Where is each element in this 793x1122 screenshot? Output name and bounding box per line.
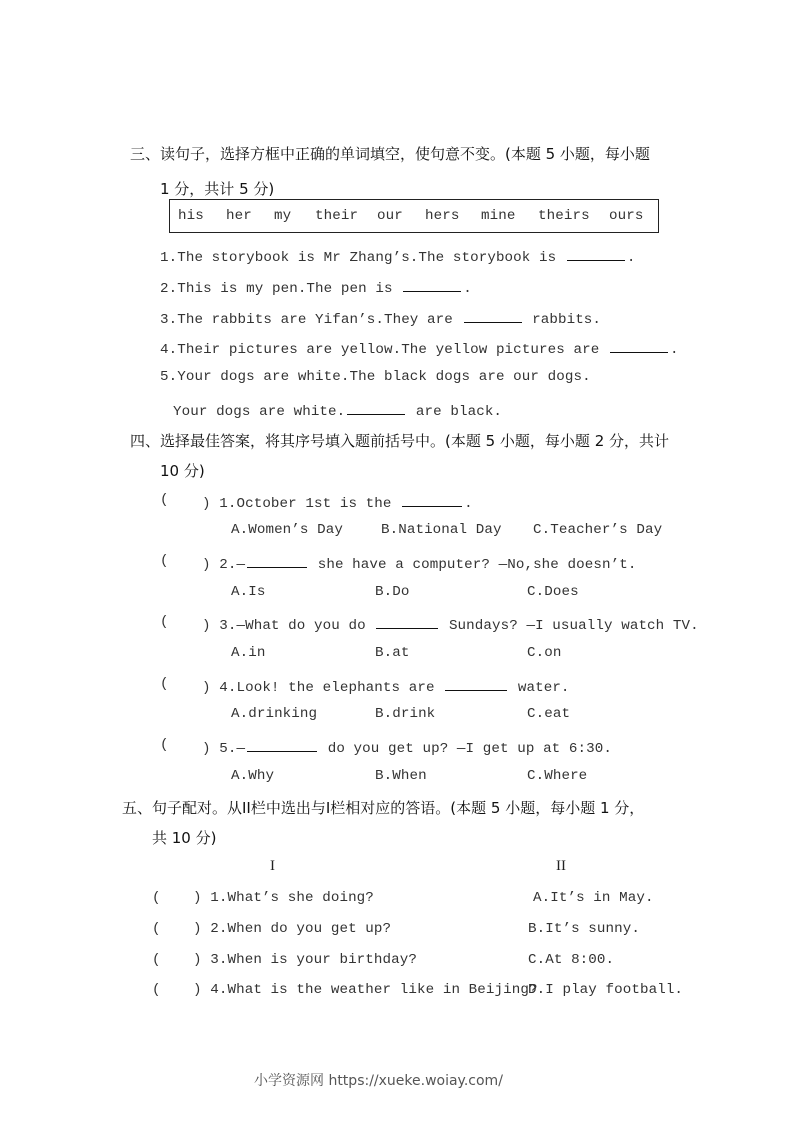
paren-open: ( xyxy=(152,921,161,937)
fill-item xyxy=(160,308,601,328)
match-answer: D.I play football. xyxy=(528,982,684,998)
answer-blank[interactable] xyxy=(464,308,522,323)
question-text: 4.Look! the elephants are xyxy=(219,680,435,696)
option-c: C.eat xyxy=(527,706,571,722)
answer-slot[interactable] xyxy=(172,612,198,632)
paren-open: ( xyxy=(160,492,169,508)
paren-close: ) xyxy=(202,618,211,634)
section5-heading: 五、句子配对。从II栏中选出与I栏相对应的答语。(本题 5 小题，每小题 1 分， xyxy=(122,799,645,817)
question-text-end: . xyxy=(464,496,473,512)
column-i-label: I xyxy=(270,858,275,874)
paren-close: ) xyxy=(193,952,202,968)
word-bank-item: his xyxy=(178,208,204,224)
option-b: B.When xyxy=(375,768,427,784)
question-text: 2.When do you get up? xyxy=(210,921,392,937)
option-b: B.at xyxy=(375,645,410,661)
paren-open: ( xyxy=(160,614,169,630)
item-text: 2.This is my pen.The pen is xyxy=(160,281,393,297)
paren-close: ) xyxy=(193,921,202,937)
fill-item xyxy=(160,369,591,385)
item-text-end: rabbits. xyxy=(532,312,602,328)
fill-item xyxy=(160,277,472,297)
item-text: 5.Your dogs are white.The black dogs are our dogs. xyxy=(160,369,591,385)
question-text: 5.— xyxy=(219,741,246,757)
item-text-end: . xyxy=(626,250,636,266)
answer-slot[interactable] xyxy=(172,674,198,694)
section3-heading: 三、读句子，选择方框中正确的单词填空，使句意不变。(本题 5 小题，每小题 xyxy=(130,145,650,163)
answer-blank[interactable] xyxy=(347,400,405,415)
word-bank-item: ours xyxy=(609,208,644,224)
item-text: 3.The rabbits are Yifan’s.They are xyxy=(160,312,453,328)
paren-close: ) xyxy=(193,890,202,906)
question-text: 1.October 1st is the xyxy=(219,496,392,512)
match-question xyxy=(193,921,391,937)
item-text: 4.Their pictures are yellow.The yellow pictures are xyxy=(160,342,600,358)
mc-question xyxy=(202,553,636,573)
answer-blank[interactable] xyxy=(610,338,668,353)
option-a: A.Is xyxy=(231,584,266,600)
option-a: A.Women’s Day xyxy=(231,522,343,538)
word-bank-item: her xyxy=(226,208,252,224)
answer-blank[interactable] xyxy=(445,676,507,691)
option-a: A.Why xyxy=(231,768,275,784)
option-c: C.on xyxy=(527,645,562,661)
paren-close: ) xyxy=(202,741,211,757)
section4-heading: 四、选择最佳答案，将其序号填入题前括号中。(本题 5 小题，每小题 2 分，共计 xyxy=(130,432,670,450)
word-bank-box xyxy=(169,199,659,233)
question-text-end: she have a computer? —No,she doesn’t. xyxy=(317,557,637,573)
question-text-end: water. xyxy=(517,680,570,696)
paren-open: ( xyxy=(160,553,169,569)
option-b: B.Do xyxy=(375,584,410,600)
answer-slot[interactable] xyxy=(172,735,198,755)
fill-item xyxy=(160,246,636,266)
mc-question xyxy=(202,614,699,634)
paren-open: ( xyxy=(152,890,161,906)
word-bank-item: theirs xyxy=(538,208,590,224)
option-b: B.National Day xyxy=(381,522,502,538)
word-bank-item: their xyxy=(315,208,359,224)
match-question xyxy=(193,890,374,906)
option-c: C.Does xyxy=(527,584,579,600)
question-text-end: Sundays? —I usually watch TV. xyxy=(448,618,699,634)
item-text: 1.The storybook is Mr Zhang’s.The storybook is xyxy=(160,250,557,266)
question-text-end: do you get up? —I get up at 6:30. xyxy=(327,741,612,757)
question-text: 3.—What do you do xyxy=(219,618,366,634)
mc-question xyxy=(202,492,473,512)
paren-open: ( xyxy=(152,982,161,998)
word-bank-item: my xyxy=(274,208,292,224)
fill-item xyxy=(160,338,679,358)
word-bank-item: mine xyxy=(481,208,516,224)
answer-slot[interactable] xyxy=(172,490,198,510)
answer-blank[interactable] xyxy=(403,277,461,292)
paren-open: ( xyxy=(160,676,169,692)
answer-slot[interactable] xyxy=(164,980,188,1000)
match-answer: B.It’s sunny. xyxy=(528,921,640,937)
mc-question xyxy=(202,676,570,696)
item-text-end: are black. xyxy=(415,404,503,420)
section4-heading-cont: 10 分) xyxy=(160,462,205,480)
option-a: A.in xyxy=(231,645,266,661)
footer-watermark: 小学资源网 https://xueke.woiay.com/ xyxy=(254,1073,503,1089)
paren-close: ) xyxy=(202,496,211,512)
paren-close: ) xyxy=(202,557,211,573)
answer-slot[interactable] xyxy=(164,888,188,908)
column-ii-label: II xyxy=(556,858,566,874)
answer-blank[interactable] xyxy=(567,246,625,261)
answer-blank[interactable] xyxy=(247,737,317,752)
answer-blank[interactable] xyxy=(247,553,307,568)
answer-slot[interactable] xyxy=(164,919,188,939)
section5-heading-cont: 共 10 分) xyxy=(152,829,217,847)
match-question xyxy=(193,982,538,998)
paren-close: ) xyxy=(193,982,202,998)
question-text: 1.What’s she doing? xyxy=(210,890,374,906)
paren-open: ( xyxy=(160,737,169,753)
answer-blank[interactable] xyxy=(376,614,438,629)
paren-open: ( xyxy=(152,952,161,968)
option-c: C.Teacher’s Day xyxy=(533,522,663,538)
option-a: A.drinking xyxy=(231,706,318,722)
question-text: 2.— xyxy=(219,557,246,573)
option-b: B.drink xyxy=(375,706,436,722)
question-text: 4.What is the weather like in Beijing? xyxy=(210,982,538,998)
match-answer: A.It’s in May. xyxy=(533,890,654,906)
section3-heading-cont: 1 分，共计 5 分) xyxy=(160,180,275,198)
paren-close: ) xyxy=(202,680,211,696)
match-question xyxy=(193,952,417,968)
answer-slot[interactable] xyxy=(164,950,188,970)
item-text: Your dogs are white. xyxy=(173,404,346,420)
mc-question xyxy=(202,737,612,757)
word-bank-item: hers xyxy=(425,208,460,224)
item-text-end: . xyxy=(463,281,472,297)
fill-item xyxy=(173,400,502,420)
option-c: C.Where xyxy=(527,768,588,784)
question-text: 3.When is your birthday? xyxy=(210,952,417,968)
answer-blank[interactable] xyxy=(402,492,462,507)
item-text-end: . xyxy=(669,342,679,358)
match-answer: C.At 8:00. xyxy=(528,952,615,968)
word-bank-item: our xyxy=(377,208,403,224)
answer-slot[interactable] xyxy=(172,551,198,571)
